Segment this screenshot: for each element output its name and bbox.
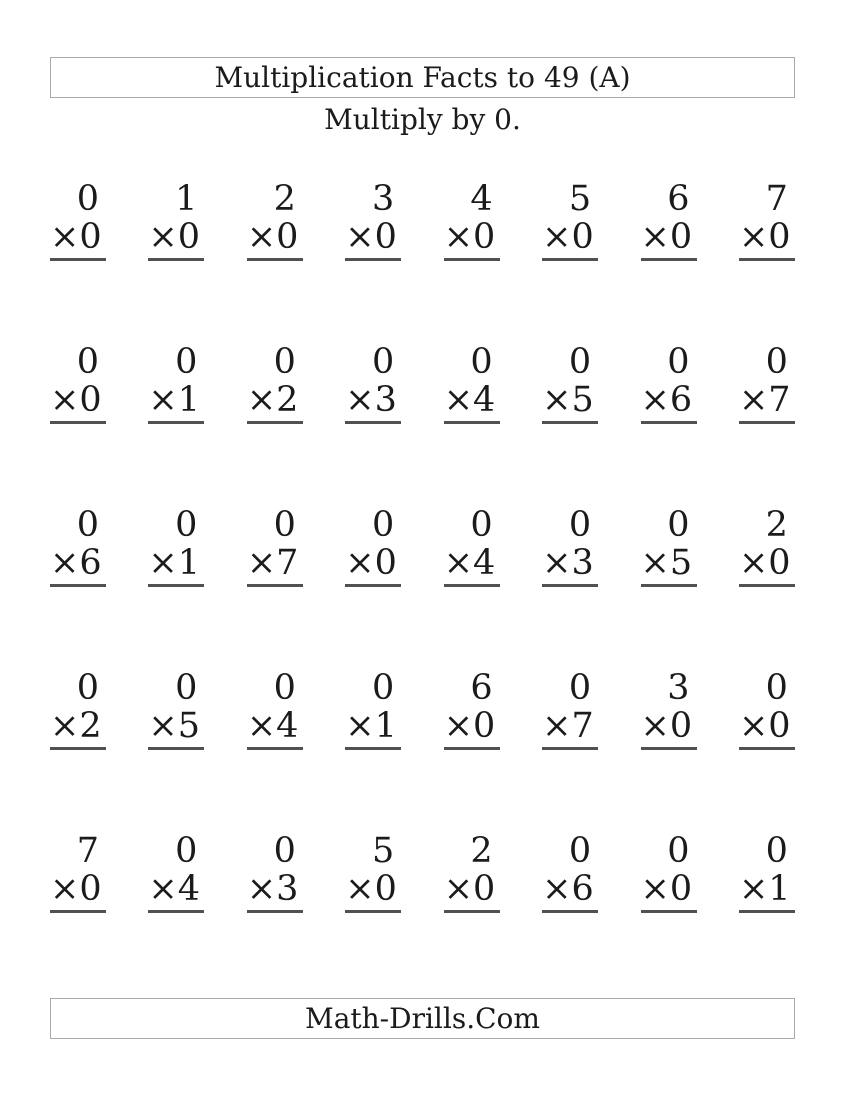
multiplicand: 0: [273, 342, 296, 382]
multiplication-problem: [444, 506, 500, 587]
multiplier: 1: [768, 869, 791, 909]
multiplicand: 0: [568, 342, 592, 382]
multiplier-line: [148, 870, 204, 908]
multiplicand: 4: [470, 179, 493, 219]
multiplier-line: [739, 707, 795, 745]
multiply-sign: ×: [443, 706, 474, 746]
multiplier: 7: [276, 543, 299, 583]
multiplier-line: [50, 381, 106, 419]
multiplicand: 1: [175, 179, 198, 219]
multiply-sign: ×: [345, 380, 375, 420]
multiplier-line: [641, 218, 697, 256]
multiplicand: 0: [76, 505, 99, 545]
multiply-sign: ×: [542, 706, 572, 746]
multiply-sign: ×: [50, 869, 80, 909]
answer-line: [542, 584, 598, 587]
multiplier: 5: [571, 380, 594, 420]
answer-line: [50, 910, 106, 913]
answer-line: [247, 258, 303, 261]
multiplication-problem: [641, 180, 697, 261]
multiplier-line: [247, 707, 303, 745]
multiplier: 7: [571, 706, 594, 746]
multiply-sign: ×: [640, 706, 670, 746]
multiply-sign: ×: [640, 543, 670, 583]
answer-line: [50, 584, 106, 587]
multiplier-line: [542, 870, 598, 908]
answer-line: [739, 258, 795, 261]
answer-line: [50, 258, 106, 261]
multiplier: 0: [768, 706, 791, 746]
answer-line: [148, 421, 204, 424]
multiply-sign: ×: [50, 706, 80, 746]
multiplicand: 0: [371, 342, 395, 382]
multiplier: 0: [768, 543, 791, 583]
answer-line: [247, 910, 303, 913]
multiplier-line: [345, 870, 401, 908]
multiply-sign: ×: [443, 543, 474, 583]
multiplier: 0: [79, 869, 102, 909]
answer-line: [444, 584, 500, 587]
multiplicand: 0: [175, 831, 198, 871]
multiplicand: 0: [667, 505, 690, 545]
multiply-sign: ×: [246, 543, 277, 583]
answer-line: [739, 584, 795, 587]
multiplier: 0: [79, 217, 102, 257]
problems-grid: [50, 180, 795, 995]
multiplier-line: [148, 218, 204, 256]
multiplier-line: [50, 707, 106, 745]
multiply-sign: ×: [443, 217, 474, 257]
answer-line: [641, 584, 697, 587]
multiplication-problem: [739, 832, 795, 913]
multiplicand: 6: [667, 179, 690, 219]
multiplication-problem: [50, 832, 106, 913]
multiplier-line: [641, 707, 697, 745]
answer-line: [542, 910, 598, 913]
multiplier-line: [444, 381, 500, 419]
multiplicand: 5: [568, 179, 592, 219]
multiply-sign: ×: [640, 869, 670, 909]
multiplier-line: [50, 870, 106, 908]
multiplicand: 0: [667, 831, 690, 871]
multiplier: 0: [473, 217, 496, 257]
multiplicand: 0: [568, 505, 592, 545]
multiply-sign: ×: [246, 706, 277, 746]
multiplier-line: [247, 870, 303, 908]
multiplication-problem: [641, 832, 697, 913]
answer-line: [148, 258, 204, 261]
answer-line: [148, 747, 204, 750]
multiplier: 0: [374, 869, 397, 909]
multiplicand: 0: [765, 342, 788, 382]
multiplier-line: [739, 218, 795, 256]
multiplicand: 0: [470, 342, 493, 382]
page-title: Multiplication Facts to 49 (A): [214, 61, 631, 94]
title-box: [50, 57, 795, 98]
multiplication-problem: [542, 669, 598, 750]
multiplier-line: [345, 707, 401, 745]
multiplicand: 0: [175, 668, 198, 708]
multiplier: 4: [276, 706, 299, 746]
multiply-sign: ×: [542, 869, 572, 909]
multiply-sign: ×: [345, 869, 375, 909]
multiplier: 0: [669, 869, 693, 909]
multiply-sign: ×: [148, 869, 178, 909]
multiplication-problem: [444, 832, 500, 913]
multiplier-line: [739, 870, 795, 908]
problems-row: [50, 832, 795, 913]
multiplication-problem: [641, 669, 697, 750]
answer-line: [444, 421, 500, 424]
worksheet-subtitle: Multiply by 0.: [324, 103, 521, 136]
multiply-sign: ×: [345, 543, 375, 583]
answer-line: [739, 421, 795, 424]
multiply-sign: ×: [50, 543, 80, 583]
multiplier-line: [345, 218, 401, 256]
multiplier-line: [345, 544, 401, 582]
multiplier: 0: [79, 380, 102, 420]
multiply-sign: ×: [738, 869, 769, 909]
multiplicand: 0: [568, 831, 592, 871]
multiplicand: 2: [765, 505, 788, 545]
multiplier-line: [444, 218, 500, 256]
multiplication-problem: [247, 832, 303, 913]
multiply-sign: ×: [148, 543, 178, 583]
multiplication-problem: [247, 180, 303, 261]
answer-line: [641, 747, 697, 750]
multiply-sign: ×: [246, 217, 277, 257]
multiplication-problem: [148, 343, 204, 424]
multiply-sign: ×: [542, 543, 572, 583]
multiplicand: 0: [765, 831, 788, 871]
multiplier-line: [148, 544, 204, 582]
multiplicand: 3: [371, 179, 395, 219]
multiplier: 0: [473, 869, 496, 909]
multiplication-problem: [739, 669, 795, 750]
multiplier-line: [247, 544, 303, 582]
multiplier: 6: [571, 869, 594, 909]
answer-line: [641, 910, 697, 913]
multiplier-line: [739, 544, 795, 582]
answer-line: [542, 258, 598, 261]
answer-line: [641, 258, 697, 261]
answer-line: [542, 747, 598, 750]
answer-line: [641, 421, 697, 424]
answer-line: [247, 747, 303, 750]
problems-row: [50, 343, 795, 424]
multiply-sign: ×: [640, 217, 670, 257]
multiplier-line: [50, 544, 106, 582]
multiplier-line: [50, 218, 106, 256]
multiplication-problem: [148, 669, 204, 750]
multiplication-problem: [542, 343, 598, 424]
multiplication-problem: [444, 343, 500, 424]
multiplication-problem: [641, 506, 697, 587]
answer-line: [739, 747, 795, 750]
multiplicand: 0: [175, 505, 198, 545]
multiplier: 7: [768, 380, 791, 420]
multiplicand: 0: [273, 831, 296, 871]
multiplication-problem: [247, 506, 303, 587]
multiplier-line: [444, 544, 500, 582]
multiplier-line: [247, 218, 303, 256]
multiplication-problem: [345, 343, 401, 424]
multiplicand: 0: [273, 668, 296, 708]
multiplication-problem: [444, 669, 500, 750]
multiplier: 0: [177, 217, 201, 257]
multiplication-problem: [247, 343, 303, 424]
multiply-sign: ×: [50, 380, 80, 420]
answer-line: [345, 584, 401, 587]
multiplier: 0: [473, 706, 496, 746]
multiplier-line: [641, 381, 697, 419]
multiply-sign: ×: [738, 217, 769, 257]
multiplier-line: [444, 707, 500, 745]
multiply-sign: ×: [345, 217, 375, 257]
multiplication-problem: [50, 180, 106, 261]
multiplication-problem: [345, 832, 401, 913]
multiplier: 0: [768, 217, 791, 257]
multiplicand: 0: [568, 668, 592, 708]
multiplier: 0: [669, 217, 693, 257]
multiply-sign: ×: [640, 380, 670, 420]
multiplier: 1: [177, 380, 201, 420]
multiplicand: 0: [76, 668, 99, 708]
multiplication-problem: [739, 180, 795, 261]
multiplier-line: [247, 381, 303, 419]
footer-brand: Math-Drills.Com: [305, 1002, 540, 1035]
multiplier-line: [542, 707, 598, 745]
multiplier: 0: [669, 706, 693, 746]
answer-line: [444, 747, 500, 750]
multiply-sign: ×: [738, 380, 769, 420]
multiplier-line: [345, 381, 401, 419]
multiplier: 0: [374, 543, 397, 583]
multiplicand: 2: [273, 179, 296, 219]
multiplier: 4: [473, 380, 496, 420]
multiplier-line: [641, 870, 697, 908]
multiplicand: 0: [371, 505, 395, 545]
multiplication-problem: [50, 343, 106, 424]
multiplier-line: [148, 381, 204, 419]
answer-line: [148, 910, 204, 913]
multiplicand: 5: [371, 831, 395, 871]
multiplier: 2: [79, 706, 102, 746]
multiplication-problem: [345, 506, 401, 587]
multiplication-problem: [50, 669, 106, 750]
multiply-sign: ×: [148, 217, 178, 257]
multiplier-line: [542, 381, 598, 419]
multiplication-problem: [739, 506, 795, 587]
multiply-sign: ×: [345, 706, 375, 746]
multiply-sign: ×: [542, 217, 572, 257]
answer-line: [148, 584, 204, 587]
multiplicand: 0: [76, 342, 99, 382]
answer-line: [739, 910, 795, 913]
multiplier-line: [444, 870, 500, 908]
multiplicand: 0: [175, 342, 198, 382]
multiplier: 3: [276, 869, 299, 909]
multiplier: 2: [276, 380, 299, 420]
multiplier: 3: [374, 380, 397, 420]
multiplier: 1: [374, 706, 397, 746]
multiplication-problem: [641, 343, 697, 424]
multiplicand: 3: [667, 668, 690, 708]
answer-line: [247, 584, 303, 587]
multiplication-problem: [345, 180, 401, 261]
multiply-sign: ×: [738, 543, 769, 583]
multiplication-problem: [247, 669, 303, 750]
multiply-sign: ×: [443, 869, 474, 909]
multiplicand: 0: [667, 342, 690, 382]
multiplier: 5: [177, 706, 201, 746]
multiplier-line: [641, 544, 697, 582]
answer-line: [345, 910, 401, 913]
multiply-sign: ×: [542, 380, 572, 420]
multiplier: 1: [177, 543, 201, 583]
multiplier-line: [148, 707, 204, 745]
multiplicand: 7: [765, 179, 788, 219]
multiplier: 6: [669, 380, 693, 420]
problems-row: [50, 180, 795, 261]
problems-row: [50, 506, 795, 587]
multiplication-problem: [148, 506, 204, 587]
answer-line: [247, 421, 303, 424]
multiplicand: 7: [76, 831, 99, 871]
multiplication-problem: [542, 180, 598, 261]
answer-line: [444, 258, 500, 261]
multiplier: 4: [177, 869, 201, 909]
answer-line: [542, 421, 598, 424]
multiplier: 5: [669, 543, 693, 583]
multiply-sign: ×: [443, 380, 474, 420]
multiply-sign: ×: [148, 380, 178, 420]
multiplier: 0: [276, 217, 299, 257]
multiply-sign: ×: [50, 217, 80, 257]
multiplication-problem: [148, 832, 204, 913]
answer-line: [50, 747, 106, 750]
multiplication-problem: [148, 180, 204, 261]
footer-box: [50, 998, 795, 1039]
multiplicand: 0: [371, 668, 395, 708]
answer-line: [345, 258, 401, 261]
multiplication-problem: [50, 506, 106, 587]
answer-line: [50, 421, 106, 424]
multiplier: 0: [571, 217, 594, 257]
multiplicand: 0: [470, 505, 493, 545]
multiplier: 4: [473, 543, 496, 583]
answer-line: [444, 910, 500, 913]
multiplicand: 6: [470, 668, 493, 708]
multiplicand: 0: [765, 668, 788, 708]
multiplication-problem: [444, 180, 500, 261]
multiplier: 0: [374, 217, 397, 257]
multiplier-line: [542, 544, 598, 582]
multiply-sign: ×: [148, 706, 178, 746]
multiplicand: 0: [76, 179, 99, 219]
answer-line: [345, 421, 401, 424]
multiplicand: 0: [273, 505, 296, 545]
multiplication-problem: [739, 343, 795, 424]
multiply-sign: ×: [246, 380, 277, 420]
answer-line: [345, 747, 401, 750]
problems-row: [50, 669, 795, 750]
multiplication-problem: [542, 832, 598, 913]
multiplication-problem: [542, 506, 598, 587]
multiplication-problem: [345, 669, 401, 750]
multiplier-line: [542, 218, 598, 256]
multiplier: 6: [79, 543, 102, 583]
multiplicand: 2: [470, 831, 493, 871]
multiplier-line: [739, 381, 795, 419]
multiply-sign: ×: [738, 706, 769, 746]
multiply-sign: ×: [246, 869, 277, 909]
multiplier: 3: [571, 543, 594, 583]
